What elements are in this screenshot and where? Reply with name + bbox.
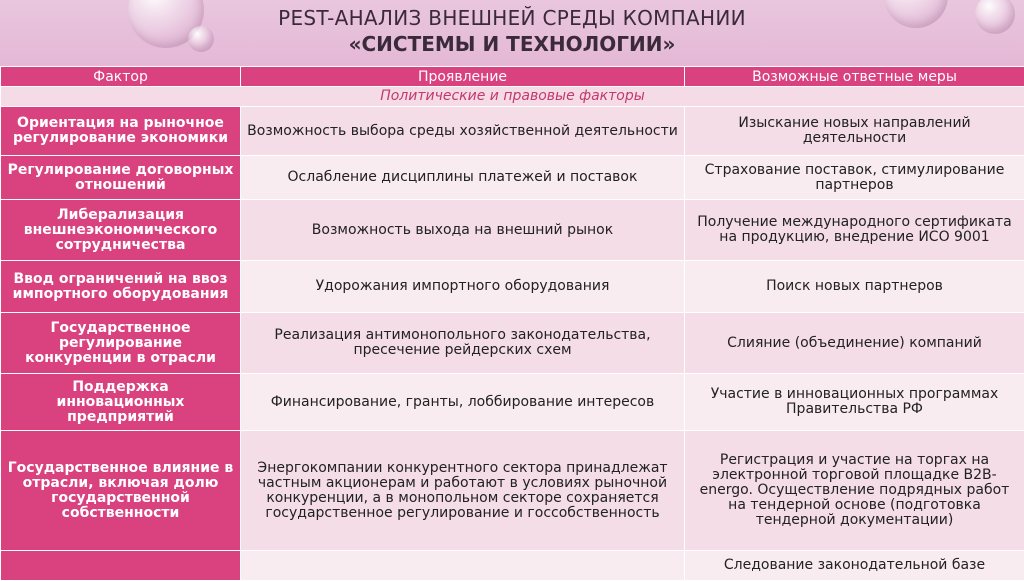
row-response: Страхование поставок, стимулирование партнеров [685, 156, 1024, 200]
row-factor [1, 551, 241, 581]
row-response: Регистрация и участие на торгах на электронной торговой площадке B2B-energo. Осуществление подрядных работ на тендерной основе (подготовка тендерной документации) [685, 431, 1024, 551]
table-row [1, 261, 1024, 313]
header-manifestation: Проявление [241, 67, 685, 87]
row-response: Следование законодательной базе [685, 551, 1024, 581]
row-factor: Поддержка инновационных предприятий [1, 374, 241, 431]
row-response: Слияние (объединение) компаний [685, 313, 1024, 374]
table-row [1, 156, 1024, 200]
row-factor: Ввод ограничений на ввоз импортного оборудования [1, 261, 241, 313]
row-manifestation: Энергокомпании конкурентного сектора принадлежат частным акционерам и работают в условиях рыночной конкуренции, а в монопольном секторе сохраняется государственное регулирование и госсобственность [241, 431, 685, 551]
table-row [1, 200, 1024, 261]
row-manifestation: Возможность выбора среды хозяйственной деятельности [241, 107, 685, 156]
header-response: Возможные ответные меры [685, 67, 1024, 87]
row-factor: Либерализация внешнеэкономического сотрудничества [1, 200, 241, 261]
row-manifestation: Финансирование, гранты, лоббирование интересов [241, 374, 685, 431]
row-factor: Государственное регулирование конкуренции в отрасли [1, 313, 241, 374]
row-manifestation: Ослабление дисциплины платежей и поставок [241, 156, 685, 200]
table-row [1, 374, 1024, 431]
pest-table [0, 66, 1024, 581]
row-factor: Государственное влияние в отрасли, включая долю государственной собственности [1, 431, 241, 551]
row-response: Участие в инновационных программах Правительства РФ [685, 374, 1024, 431]
section-row [1, 87, 1024, 107]
title-line-1: PEST-АНАЛИЗ ВНЕШНЕЙ СРЕДЫ КОМПАНИИ [0, 5, 1024, 31]
row-response: Изыскание новых направлений деятельности [685, 107, 1024, 156]
table-row [1, 107, 1024, 156]
row-manifestation [241, 551, 685, 581]
row-response: Получение международного сертификата на продукцию, внедрение ИСО 9001 [685, 200, 1024, 261]
row-factor: Ориентация на рыночное регулирование экономики [1, 107, 241, 156]
row-manifestation: Возможность выхода на внешний рынок [241, 200, 685, 261]
table-row [1, 313, 1024, 374]
table-header-row [1, 67, 1024, 87]
slide-header [0, 0, 1024, 66]
row-response: Поиск новых партнеров [685, 261, 1024, 313]
page-title [0, 5, 1024, 57]
row-factor: Регулирование договорных отношений [1, 156, 241, 200]
row-manifestation: Удорожания импортного оборудования [241, 261, 685, 313]
table-row [1, 431, 1024, 551]
row-manifestation: Реализация антимонопольного законодательства, пресечение рейдерских схем [241, 313, 685, 374]
table-row [1, 551, 1024, 581]
section-title: Политические и правовые факторы [1, 87, 1024, 107]
header-factor: Фактор [1, 67, 241, 87]
title-line-2: «СИСТЕМЫ И ТЕХНОЛОГИИ» [0, 31, 1024, 57]
